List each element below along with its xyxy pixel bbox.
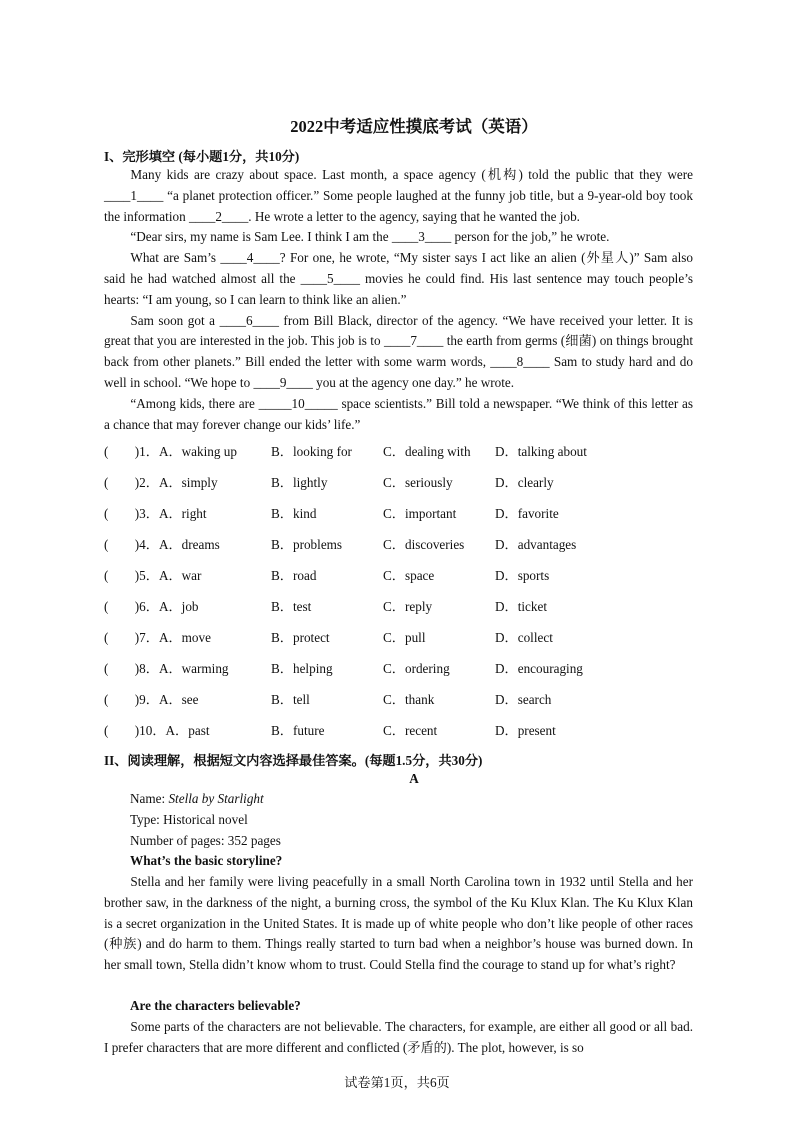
- book-name-line: [130, 789, 282, 810]
- option-d: D．search: [495, 692, 552, 707]
- option-a: ( )2．A．simply: [104, 475, 218, 490]
- cloze-paragraph: Many kids are crazy about space. Last month, a space agency (机构) told the public that they were ____1____ “a planet protection officer.” Some people laughed at the funny job title, but a 9-year-old boy took the information ____2____. He wrote a letter to the agency, saying that he wanted the job.: [104, 167, 693, 224]
- option-a: ( )7．A．move: [104, 630, 211, 645]
- option-b: B．looking for: [271, 444, 352, 459]
- storyline-paragraph: [104, 872, 693, 976]
- cloze-passage: [104, 165, 693, 435]
- option-b: B．road: [271, 568, 317, 583]
- option-row: [104, 503, 694, 523]
- exam-title: 2022中考适应性摸底考试（英语）: [290, 117, 538, 136]
- option-b: B．lightly: [271, 475, 328, 490]
- option-row: [104, 658, 694, 678]
- option-row: [104, 596, 694, 616]
- option-row: [104, 472, 694, 492]
- characters-text: Some parts of the characters are not believable. The characters, for example, are either all good or all bad. I prefer characters that are more different and conflicted (矛盾的). The plot, however, is so: [104, 1019, 693, 1055]
- section1-heading: I、完形填空 (每小题1分，共10分): [104, 149, 300, 164]
- option-d: D．encouraging: [495, 661, 583, 676]
- option-row: [104, 565, 694, 585]
- cloze-paragraph: “Dear sirs, my name is Sam Lee. I think I am the ____3____ person for the job,” he wrote.: [130, 229, 610, 245]
- option-b: B．kind: [271, 506, 317, 521]
- option-d: D．present: [495, 723, 556, 738]
- option-d: D．advantages: [495, 537, 577, 552]
- characters-heading-wrap: [130, 996, 301, 1017]
- option-row: [104, 534, 694, 554]
- passage-label: A: [409, 771, 419, 786]
- book-name-value: Stella by Starlight: [168, 791, 264, 806]
- storyline-text: Stella and her family were living peacefully in a small North Carolina town in 1932 until Stella and her brother saw, in the darkness of the night, a burning cross, the symbol of the Ku Klux Klan. The Ku Klux Klan is a secret organization in the United States. It is made up of white people who don’t like people of other races (种族) and do harm to them. Things really started to turn bad when a neighbor’s house was burned down. In her small town, Stella didn’t know whom to trust. Could Stella find the courage to stand up for what’s right?: [104, 874, 693, 973]
- option-b: B．tell: [271, 692, 310, 707]
- option-a: ( )3．A．right: [104, 506, 207, 521]
- option-row: [104, 720, 694, 740]
- section2-heading: II、阅读理解，根据短文内容选择最佳答案。(每题1.5分，共30分): [104, 753, 483, 768]
- option-c: C．seriously: [383, 475, 453, 490]
- option-d: D．collect: [495, 630, 553, 645]
- option-c: C．recent: [383, 723, 438, 738]
- option-d: D．talking about: [495, 444, 587, 459]
- option-a: ( )8．A．warming: [104, 661, 229, 676]
- option-c: C．dealing with: [383, 444, 471, 459]
- option-a: ( )10．A．past: [104, 723, 210, 738]
- cloze-paragraph: “Among kids, there are _____10_____ space scientists.” Bill told a newspaper. “We think of this letter as a chance that may forever change our kids’ life.”: [104, 395, 693, 432]
- option-row: [104, 627, 694, 647]
- option-d: D．clearly: [495, 475, 554, 490]
- option-c: C．discoveries: [383, 537, 465, 552]
- question-heading-storyline: What’s the basic storyline?: [130, 853, 283, 869]
- option-c: C．thank: [383, 692, 435, 707]
- page-footer: 试卷第1页，共6页: [344, 1075, 450, 1090]
- book-name-label: Name:: [130, 791, 169, 806]
- option-c: C．pull: [383, 630, 426, 645]
- option-d: D．ticket: [495, 599, 548, 614]
- option-b: B．problems: [271, 537, 343, 552]
- option-b: B．helping: [271, 661, 333, 676]
- book-info: [130, 789, 282, 872]
- characters-paragraph: [104, 1017, 693, 1059]
- option-row: [104, 689, 694, 709]
- book-pages-line: Number of pages: 352 pages: [130, 832, 281, 848]
- option-row: [104, 441, 694, 461]
- option-d: D．sports: [495, 568, 550, 583]
- option-a: ( )4．A．dreams: [104, 537, 220, 552]
- option-a: ( )5．A．war: [104, 568, 202, 583]
- option-a: ( )6．A．job: [104, 599, 199, 614]
- book-type-line: Type: Historical novel: [130, 811, 248, 827]
- question-heading-characters: Are the characters believable?: [130, 998, 301, 1013]
- option-a: ( )1．A．waking up: [104, 444, 237, 459]
- option-c: C．space: [383, 568, 435, 583]
- option-b: B．protect: [271, 630, 330, 645]
- option-b: B．test: [271, 599, 312, 614]
- option-d: D．favorite: [495, 506, 559, 521]
- cloze-paragraph: Sam soon got a ____6____ from Bill Black, director of the agency. “We have received your letter. It is great that you are interested in the job. This job is to ____7____ the earth from germs (细菌) on things brought back from other planets.” Bill ended the letter with some warm words, ____8____ Sam to study hard and do well in school. “We hope to ____9____ you at the agency one day.” he wrote.: [104, 312, 693, 390]
- cloze-paragraph: What are Sam’s ____4____? For one, he wrote, “My sister says I act like an alien (外星人)” Sam also said he had watched almost all the ____5____ movies he could find. His last sentence may touch people’s hearts: “I am young, so I can learn to think like an alien.”: [104, 250, 693, 307]
- option-c: C．important: [383, 506, 457, 521]
- option-a: ( )9．A．see: [104, 692, 199, 707]
- option-c: C．reply: [383, 599, 433, 614]
- option-c: C．ordering: [383, 661, 450, 676]
- option-b: B．future: [271, 723, 325, 738]
